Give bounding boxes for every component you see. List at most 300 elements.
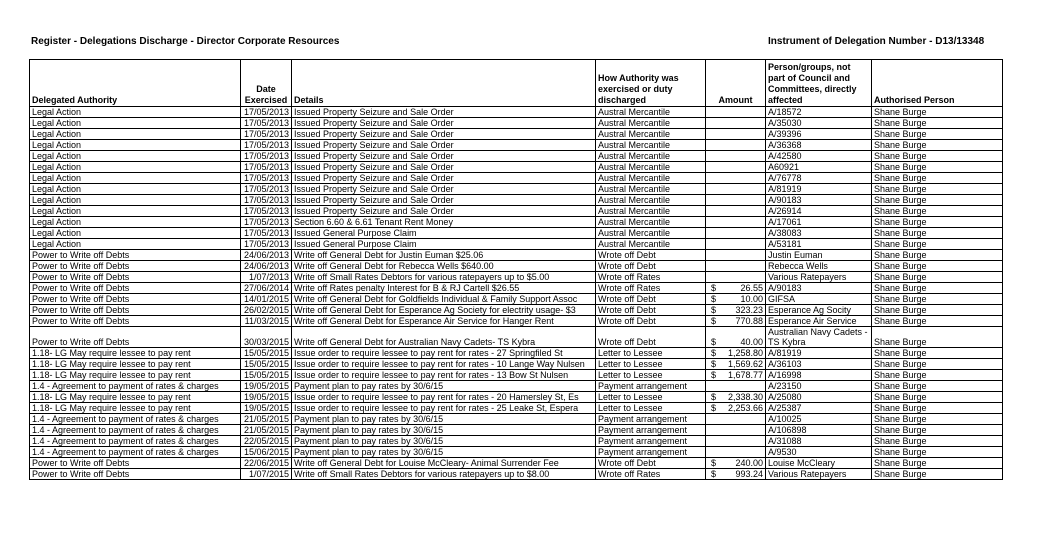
cell-how: Austral Mercantile [596,107,706,118]
cell-authority: Power to Write off Debts [30,261,241,272]
cell-authorised: Shane Burge [872,250,1003,261]
table-row [30,469,1003,480]
cell-person: A/9530 [766,447,872,458]
cell-how: Payment arrangement [596,381,706,392]
cell-authorised: Shane Burge [872,447,1003,458]
table-row [30,316,1003,327]
cell-person: A/42580 [766,151,872,162]
cell-date: 15/06/2015 [241,447,292,458]
cell-date: 19/05/2015 [241,403,292,414]
cell-person: A/36103 [766,359,872,370]
cell-person: A/18572 [766,107,872,118]
cell-details: Write off General Debt for Esperance Ag Society for electrity usage- $3 [292,305,596,316]
cell-details: Payment plan to pay rates by 30/6/15 [292,414,596,425]
table-row [30,173,1003,184]
cell-date: 30/03/2015 [241,327,292,348]
amount-value: 1,569.62 [727,359,763,369]
cell-person: Louise McCleary [766,458,872,469]
amount-value: 40.00 [740,337,763,347]
amount-value: 1,678.77 [727,370,763,380]
cell-authority: Power to Write off Debts [30,250,241,261]
cell-authority: Power to Write off Debts [30,458,241,469]
cell-how: Letter to Lessee [596,403,706,414]
cell-details: Issued Property Seizure and Sale Order [292,107,596,118]
table-row [30,195,1003,206]
cell-person: A/53181 [766,239,872,250]
cell-person: A/25080 [766,392,872,403]
cell-amount [706,425,766,436]
cell-how: Wrote off Debt [596,316,706,327]
cell-how: Austral Mercantile [596,140,706,151]
cell-authorised: Shane Burge [872,261,1003,272]
cell-details: Issue order to require lessee to pay rent for rates - 13 Bow St Nulsen [292,370,596,381]
cell-amount [706,283,766,294]
cell-how: Wrote off Debt [596,305,706,316]
cell-date: 17/05/2013 [241,129,292,140]
cell-amount [706,316,766,327]
cell-how: Letter to Lessee [596,348,706,359]
table-row [30,239,1003,250]
cell-authority: 1.18- LG May require lessee to pay rent [30,359,241,370]
cell-authorised: Shane Burge [872,436,1003,447]
cell-date: 21/05/2015 [241,425,292,436]
cell-date: 17/05/2013 [241,151,292,162]
cell-authority: Legal Action [30,206,241,217]
cell-authority: Legal Action [30,228,241,239]
cell-how: Austral Mercantile [596,239,706,250]
cell-authority: Power to Write off Debts [30,272,241,283]
amount-currency: $ [711,458,717,468]
cell-authorised: Shane Burge [872,107,1003,118]
cell-authorised: Shane Burge [872,458,1003,469]
cell-person: A/39396 [766,129,872,140]
table-row [30,381,1003,392]
register-title: Register - Delegations Discharge - Director Corporate Resources [31,36,340,47]
cell-person: A/38083 [766,228,872,239]
cell-details: Issued Property Seizure and Sale Order [292,184,596,195]
cell-details: Payment plan to pay rates by 30/6/15 [292,425,596,436]
cell-how: Austral Mercantile [596,129,706,140]
cell-amount [706,261,766,272]
cell-how: Letter to Lessee [596,370,706,381]
table-row [30,327,1003,348]
cell-authorised: Shane Burge [872,327,1003,348]
cell-authorised: Shane Burge [872,305,1003,316]
cell-authorised: Shane Burge [872,294,1003,305]
cell-authority: 1.4 - Agreement to payment of rates & charges [30,447,241,458]
cell-amount [706,239,766,250]
cell-amount [706,118,766,129]
cell-date: 21/05/2015 [241,414,292,425]
cell-person: A/76778 [766,173,872,184]
cell-details: Write off General Debt for Australian Navy Cadets- TS Kybra [292,327,596,348]
col-header-authority: Delegated Authority [30,60,241,107]
cell-person: GIFSA [766,294,872,305]
cell-person: A/23150 [766,381,872,392]
cell-authority: 1.4 - Agreement to payment of rates & charges [30,381,241,392]
table-row [30,458,1003,469]
cell-authorised: Shane Burge [872,425,1003,436]
amount-currency: $ [711,294,717,304]
amount-value: 10.00 [740,294,763,304]
cell-amount [706,305,766,316]
cell-authority: Legal Action [30,129,241,140]
cell-how: Austral Mercantile [596,151,706,162]
cell-person: Australian Navy Cadets - TS Kybra [766,327,872,348]
cell-amount [706,458,766,469]
cell-details: Payment plan to pay rates by 30/6/15 [292,381,596,392]
cell-date: 15/05/2015 [241,359,292,370]
table-row [30,305,1003,316]
cell-details: Write off General Debt for Esperance Air Service for Hanger Rent [292,316,596,327]
cell-amount [706,206,766,217]
cell-authorised: Shane Burge [872,140,1003,151]
cell-authorised: Shane Burge [872,359,1003,370]
cell-details: Section 6.60 & 6.61 Tenant Rent Money [292,217,596,228]
cell-person: A/81919 [766,184,872,195]
cell-amount [706,173,766,184]
cell-how: Wrote off Debt [596,458,706,469]
cell-amount [706,447,766,458]
table-row [30,261,1003,272]
amount-value: 2,253.66 [727,403,763,413]
cell-details: Issued Property Seizure and Sale Order [292,162,596,173]
cell-authorised: Shane Burge [872,151,1003,162]
cell-details: Issue order to require lessee to pay rent for rates - 20 Hamersley St, Es [292,392,596,403]
cell-person: Esperance Air Service [766,316,872,327]
cell-authority: Legal Action [30,195,241,206]
cell-person: Various Ratepayers [766,272,872,283]
cell-person: A/81919 [766,348,872,359]
cell-authorised: Shane Burge [872,370,1003,381]
cell-how: Payment arrangement [596,414,706,425]
table-row [30,107,1003,118]
table-body [30,107,1003,480]
cell-details: Write off General Debt for Louise McCleary- Animal Surrender Fee [292,458,596,469]
amount-value: 1,258.80 [727,348,763,358]
cell-person: Esperance Ag Socity [766,305,872,316]
cell-how: Wrote off Rates [596,469,706,480]
cell-person: A60921 [766,162,872,173]
cell-person: A/106898 [766,425,872,436]
cell-authority: Legal Action [30,107,241,118]
cell-authority: 1.18- LG May require lessee to pay rent [30,348,241,359]
cell-date: 22/06/2015 [241,458,292,469]
cell-authorised: Shane Burge [872,316,1003,327]
cell-how: Wrote off Debt [596,250,706,261]
cell-details: Issue order to require lessee to pay rent for rates - 25 Leake St, Espera [292,403,596,414]
cell-date: 22/05/2015 [241,436,292,447]
cell-amount [706,381,766,392]
cell-details: Issued Property Seizure and Sale Order [292,151,596,162]
cell-date: 19/05/2015 [241,381,292,392]
table-row [30,447,1003,458]
cell-authority: Power to Write off Debts [30,316,241,327]
cell-how: Payment arrangement [596,425,706,436]
table-row [30,184,1003,195]
cell-authorised: Shane Burge [872,184,1003,195]
cell-authority: Power to Write off Debts [30,294,241,305]
cell-how: Austral Mercantile [596,195,706,206]
cell-how: Wrote off Rates [596,272,706,283]
table-header-row [30,60,1003,107]
cell-details: Write off General Debt for Goldfields Individual & Family Support Assoc [292,294,596,305]
cell-details: Issued Property Seizure and Sale Order [292,118,596,129]
cell-person: A/17061 [766,217,872,228]
table-row [30,348,1003,359]
table-row [30,217,1003,228]
table-row [30,228,1003,239]
cell-amount [706,414,766,425]
cell-how: Austral Mercantile [596,173,706,184]
amount-value: 2,338.30 [727,392,763,402]
cell-authorised: Shane Burge [872,206,1003,217]
amount-currency: $ [711,469,717,479]
cell-authorised: Shane Burge [872,469,1003,480]
table-row [30,151,1003,162]
cell-details: Write off Rates penalty Interest for B & RJ Cartell $26.55 [292,283,596,294]
cell-date: 15/05/2015 [241,348,292,359]
cell-date: 1/07/2013 [241,272,292,283]
cell-how: Wrote off Debt [596,327,706,348]
cell-amount [706,217,766,228]
cell-amount [706,370,766,381]
table-row [30,414,1003,425]
col-header-details: Details [292,60,596,107]
cell-person: A/90183 [766,283,872,294]
cell-amount [706,184,766,195]
amount-value: 770.88 [735,316,763,326]
cell-authority: Legal Action [30,184,241,195]
cell-date: 26/02/2015 [241,305,292,316]
amount-value: 323.23 [735,305,763,315]
table-row [30,425,1003,436]
cell-amount [706,151,766,162]
cell-how: Payment arrangement [596,436,706,447]
cell-authorised: Shane Burge [872,228,1003,239]
col-header-authorised: Authorised Person [872,60,1003,107]
cell-authority: Power to Write off Debts [30,327,241,348]
cell-amount [706,228,766,239]
cell-date: 17/05/2013 [241,107,292,118]
amount-currency: $ [711,392,717,402]
amount-currency: $ [711,337,717,347]
cell-person: Various Ratepayers [766,469,872,480]
cell-date: 17/05/2013 [241,184,292,195]
amount-currency: $ [711,316,717,326]
cell-authority: 1.18- LG May require lessee to pay rent [30,403,241,414]
cell-date: 24/06/2013 [241,261,292,272]
cell-person: A/35030 [766,118,872,129]
cell-authority: Power to Write off Debts [30,469,241,480]
cell-authorised: Shane Burge [872,129,1003,140]
cell-authorised: Shane Burge [872,272,1003,283]
cell-how: Austral Mercantile [596,162,706,173]
cell-person: A/31088 [766,436,872,447]
cell-person: A/26914 [766,206,872,217]
cell-date: 11/03/2015 [241,316,292,327]
cell-date: 17/05/2013 [241,162,292,173]
cell-date: 15/05/2015 [241,370,292,381]
cell-authority: 1.18- LG May require lessee to pay rent [30,392,241,403]
cell-date: 17/05/2013 [241,195,292,206]
cell-details: Issued General Purpose Claim [292,228,596,239]
cell-amount [706,162,766,173]
cell-how: Austral Mercantile [596,228,706,239]
amount-value: 26.55 [740,283,763,293]
cell-amount [706,140,766,151]
cell-authorised: Shane Burge [872,217,1003,228]
table-row [30,436,1003,447]
cell-details: Issued Property Seizure and Sale Order [292,173,596,184]
cell-authority: Power to Write off Debts [30,283,241,294]
col-header-amount: Amount [706,60,766,107]
cell-authority: Legal Action [30,239,241,250]
cell-authorised: Shane Burge [872,283,1003,294]
cell-person: Rebecca Wells [766,261,872,272]
cell-date: 17/05/2013 [241,228,292,239]
cell-authority: Legal Action [30,217,241,228]
cell-date: 24/06/2013 [241,250,292,261]
cell-details: Payment plan to pay rates by 30/6/15 [292,447,596,458]
cell-authorised: Shane Burge [872,348,1003,359]
cell-authority: Legal Action [30,118,241,129]
cell-authority: 1.4 - Agreement to payment of rates & charges [30,414,241,425]
cell-amount [706,129,766,140]
amount-value: 240.00 [735,458,763,468]
cell-how: Wrote off Rates [596,283,706,294]
cell-date: 17/05/2013 [241,173,292,184]
cell-amount [706,272,766,283]
cell-how: Payment arrangement [596,447,706,458]
amount-currency: $ [711,370,717,380]
cell-amount [706,195,766,206]
cell-date: 19/05/2015 [241,392,292,403]
table-row [30,206,1003,217]
cell-authority: 1.4 - Agreement to payment of rates & charges [30,436,241,447]
cell-amount [706,294,766,305]
cell-amount [706,250,766,261]
cell-how: Austral Mercantile [596,217,706,228]
cell-person: A/36368 [766,140,872,151]
cell-authorised: Shane Burge [872,195,1003,206]
col-header-person: Person/groups, not part of Council and Committees, directly affected [766,60,872,107]
cell-person: Justin Euman [766,250,872,261]
cell-date: 17/05/2013 [241,239,292,250]
cell-how: Letter to Lessee [596,392,706,403]
amount-currency: $ [711,359,717,369]
col-header-how: How Authority was exercised or duty discharged [596,60,706,107]
cell-details: Issued General Purpose Claim [292,239,596,250]
cell-how: Letter to Lessee [596,359,706,370]
cell-authorised: Shane Burge [872,118,1003,129]
instrument-number: Instrument of Delegation Number - D13/13348 [768,36,985,47]
cell-how: Wrote off Debt [596,261,706,272]
cell-details: Write off Small Rates Debtors for various ratepayers up to $5.00 [292,272,596,283]
amount-value: 993.24 [735,469,763,479]
cell-authority: Power to Write off Debts [30,305,241,316]
cell-authorised: Shane Burge [872,162,1003,173]
cell-authority: Legal Action [30,162,241,173]
cell-details: Issued Property Seizure and Sale Order [292,129,596,140]
amount-currency: $ [711,403,717,413]
table-row [30,359,1003,370]
cell-how: Austral Mercantile [596,184,706,195]
table-row [30,118,1003,129]
cell-how: Austral Mercantile [596,206,706,217]
table-row [30,250,1003,261]
cell-amount [706,403,766,414]
table-row [30,129,1003,140]
amount-currency: $ [711,348,717,358]
cell-person: A/25387 [766,403,872,414]
cell-date: 17/05/2013 [241,217,292,228]
cell-details: Write off Small Rates Debtors for various ratepayers up to $8.00 [292,469,596,480]
cell-person: A/90183 [766,195,872,206]
cell-details: Issue order to require lessee to pay rent for rates - 10 Lange Way Nulsen [292,359,596,370]
cell-authorised: Shane Burge [872,403,1003,414]
cell-authorised: Shane Burge [872,414,1003,425]
cell-authority: 1.18- LG May require lessee to pay rent [30,370,241,381]
cell-how: Austral Mercantile [596,118,706,129]
cell-amount [706,469,766,480]
cell-details: Payment plan to pay rates by 30/6/15 [292,436,596,447]
table-row [30,140,1003,151]
cell-authority: 1.4 - Agreement to payment of rates & charges [30,425,241,436]
cell-person: A/10025 [766,414,872,425]
cell-details: Issued Property Seizure and Sale Order [292,140,596,151]
cell-amount [706,107,766,118]
cell-amount [706,436,766,447]
cell-date: 1/07/2015 [241,469,292,480]
cell-date: 17/05/2013 [241,118,292,129]
cell-authorised: Shane Burge [872,381,1003,392]
table-row [30,272,1003,283]
cell-authorised: Shane Burge [872,239,1003,250]
cell-date: 27/06/2014 [241,283,292,294]
cell-authority: Legal Action [30,151,241,162]
table-row [30,283,1003,294]
cell-authority: Legal Action [30,173,241,184]
table-row [30,392,1003,403]
amount-currency: $ [711,283,717,293]
cell-how: Wrote off Debt [596,294,706,305]
table-row [30,370,1003,381]
table-row [30,294,1003,305]
cell-details: Write off General Debt for Justin Euman $25.06 [292,250,596,261]
delegations-register-table [29,59,1003,480]
cell-person: A/16998 [766,370,872,381]
col-header-date: Date Exercised [241,60,292,107]
cell-date: 17/05/2013 [241,140,292,151]
amount-currency: $ [711,305,717,315]
cell-amount [706,348,766,359]
cell-amount [706,392,766,403]
cell-authorised: Shane Burge [872,173,1003,184]
cell-details: Issued Property Seizure and Sale Order [292,195,596,206]
cell-amount [706,327,766,348]
cell-details: Issue order to require lessee to pay rent for rates - 27 Springfiled St [292,348,596,359]
table-row [30,162,1003,173]
cell-date: 14/01/2015 [241,294,292,305]
cell-authorised: Shane Burge [872,392,1003,403]
cell-authority: Legal Action [30,140,241,151]
cell-amount [706,359,766,370]
table-row [30,403,1003,414]
cell-details: Write off General Debt for Rebecca Wells $640.00 [292,261,596,272]
cell-details: Issued Property Seizure and Sale Order [292,206,596,217]
cell-date: 17/05/2013 [241,206,292,217]
